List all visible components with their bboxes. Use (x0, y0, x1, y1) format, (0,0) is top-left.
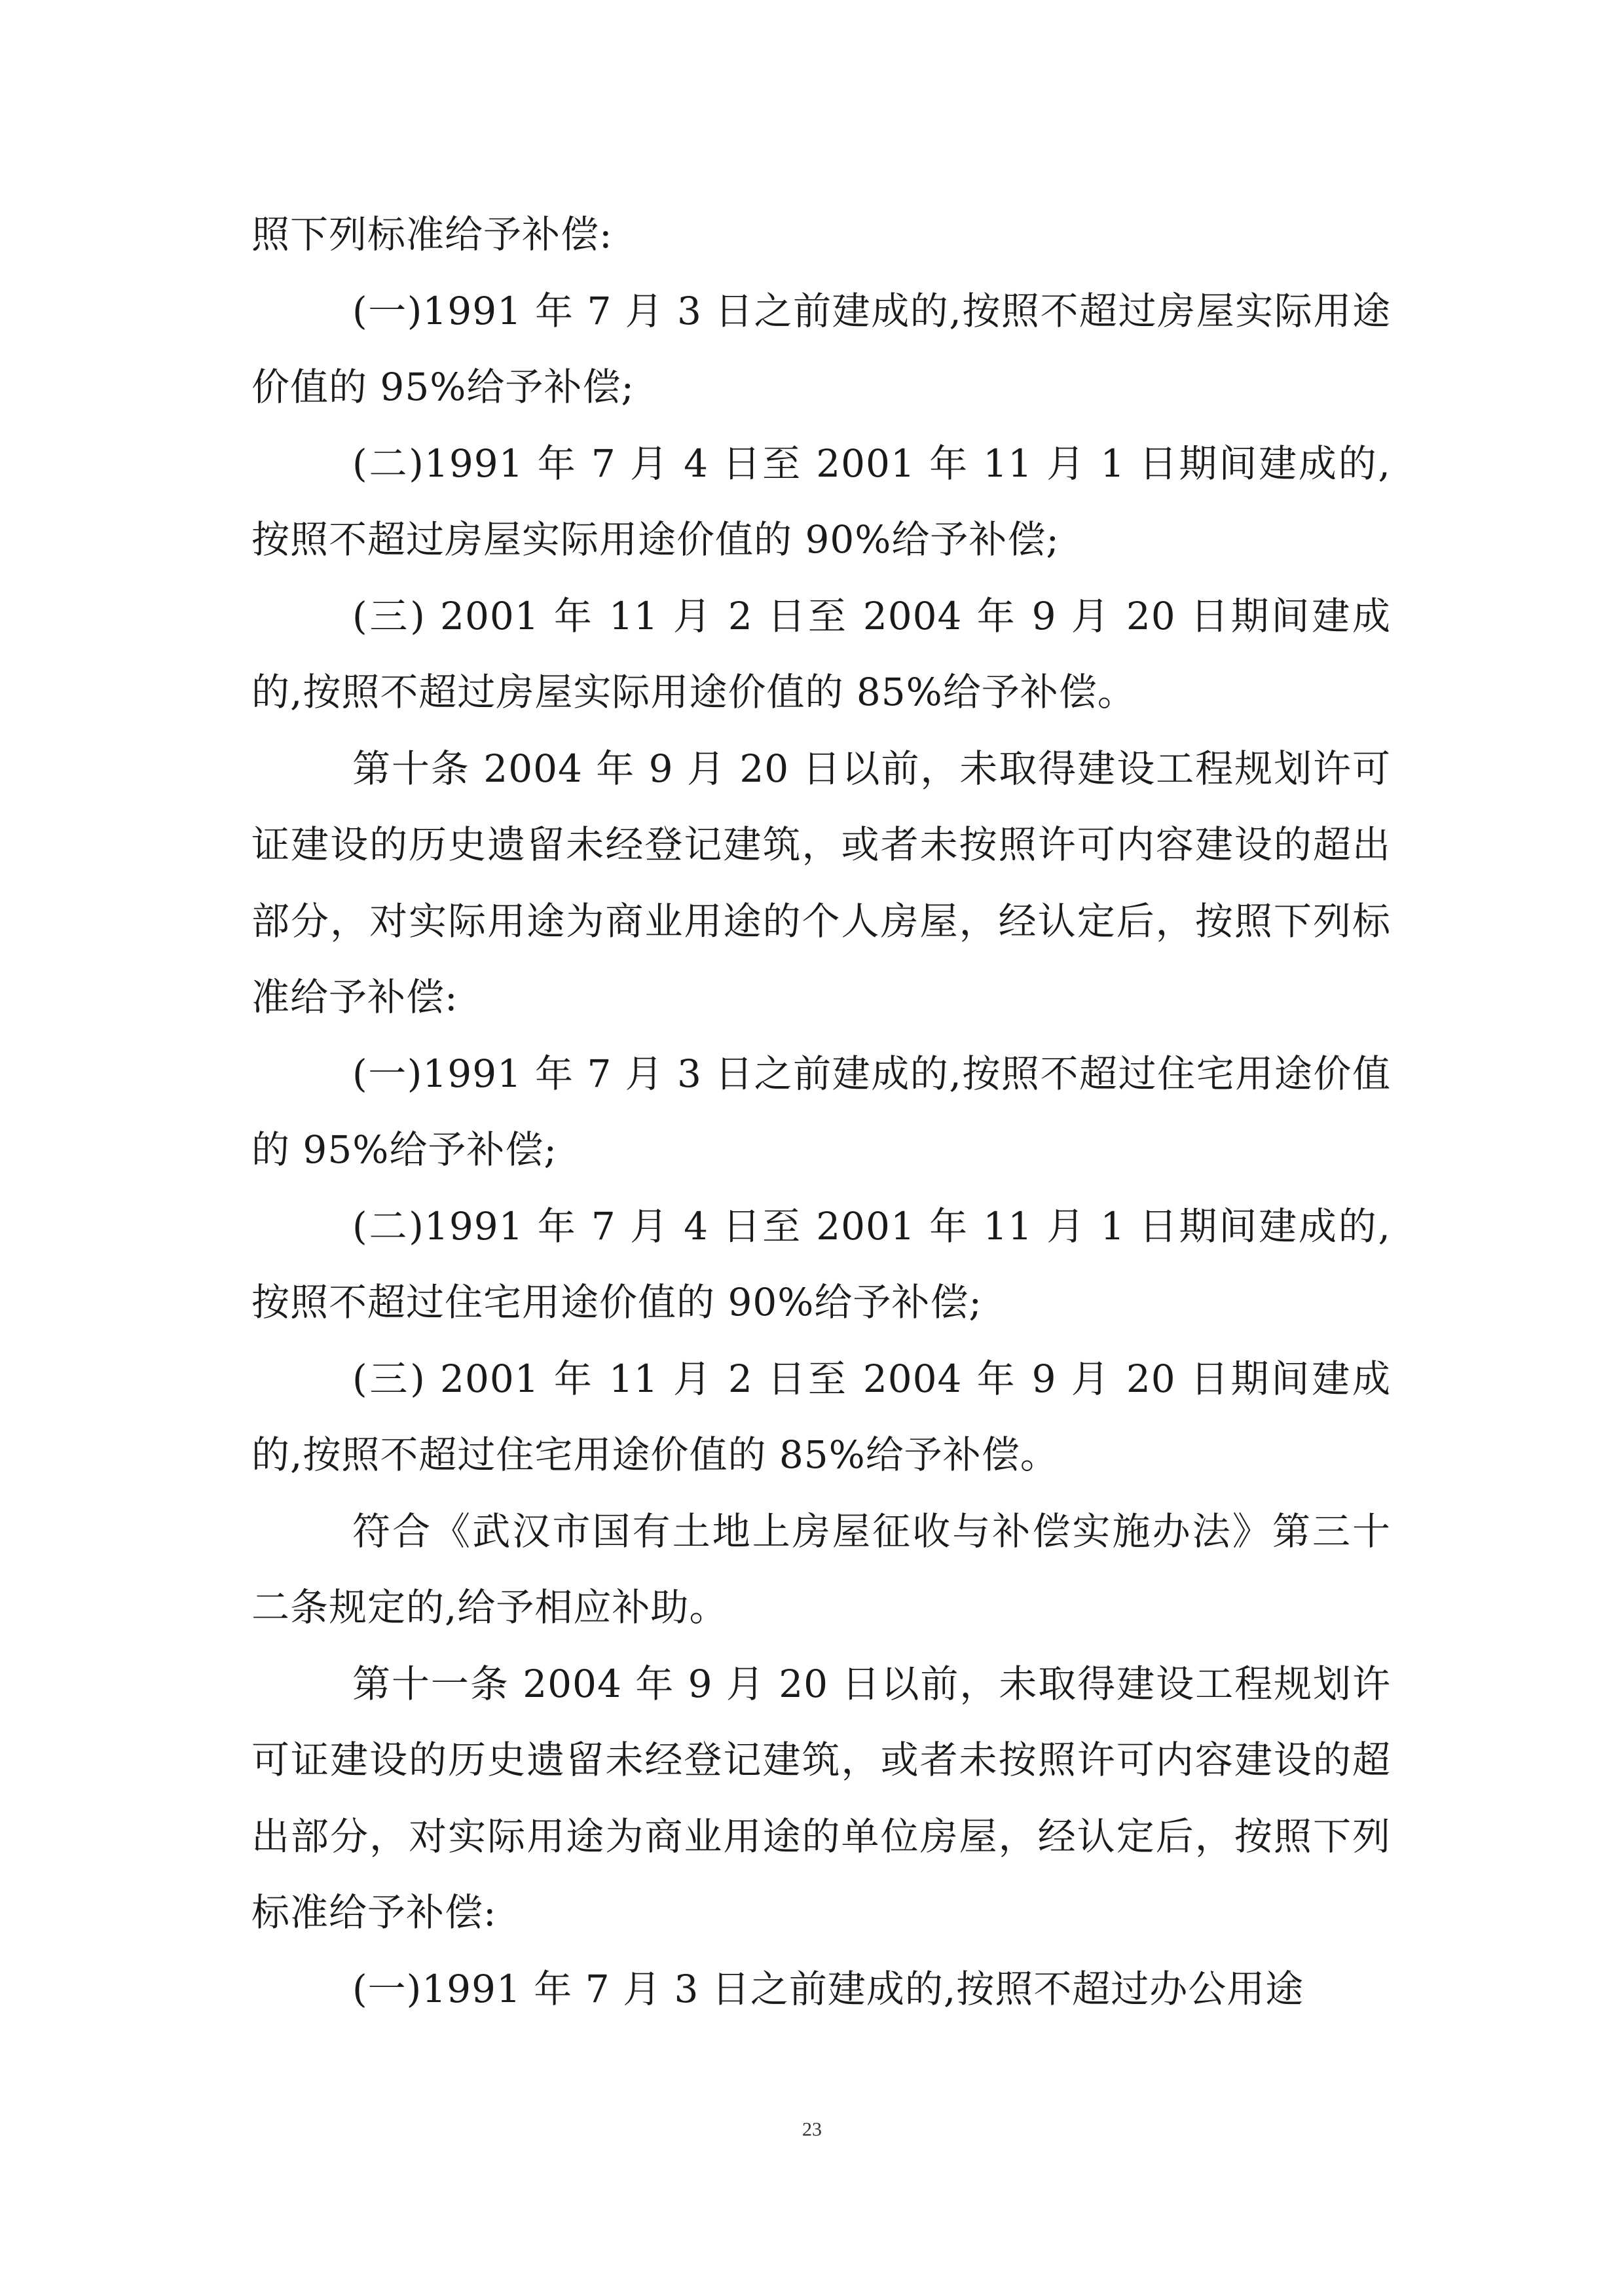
paragraph-clause-3: (三) 2001 年 11 月 2 日至 2004 年 9 月 20 日期间建成的,按照不超过房屋实际用途价值的 85%给予补偿。 (251, 593, 1391, 714)
paragraph-article-10-clause-2: (二)1991 年 7 月 4 日至 2001 年 11 月 1 日期间建成的,按照不超过住宅用途价值的 90%给予补偿; (251, 1203, 1391, 1324)
page-number: 23 (802, 2119, 822, 2140)
paragraph-article-10-clause-3: (三) 2001 年 11 月 2 日至 2004 年 9 月 20 日期间建成的,按照不超过住宅用途价值的 85%给予补偿。 (251, 1356, 1391, 1477)
paragraph-article-10: 第十条 2004 年 9 月 20 日以前，未取得建设工程规划许可证建设的历史遗留未经登记建筑，或者未按照许可内容建设的超出部分，对实际用途为商业用途的个人房屋，经认定后，按照下列标准给予补偿: (251, 746, 1391, 1019)
paragraph-clause-1: (一)1991 年 7 月 3 日之前建成的,按照不超过房屋实际用途价值的 95%给予补偿; (251, 288, 1391, 409)
paragraph-continuation: 照下列标准给予补偿: (251, 212, 613, 257)
paragraph-article-10-clause-1: (一)1991 年 7 月 3 日之前建成的,按照不超过住宅用途价值的 95%给予补偿; (251, 1051, 1391, 1172)
paragraph-clause-2: (二)1991 年 7 月 4 日至 2001 年 11 月 1 日期间建成的,按照不超过房屋实际用途价值的 90%给予补偿; (251, 441, 1391, 562)
paragraph-article-11-clause-1: (一)1991 年 7 月 3 日之前建成的,按照不超过办公用途 (352, 1966, 1304, 2011)
paragraph-article-11: 第十一条 2004 年 9 月 20 日以前，未取得建设工程规划许可证建设的历史遗留未经登记建筑，或者未按照许可内容建设的超出部分，对实际用途为商业用途的单位房屋，经认定后，按照下列标准给予补偿: (251, 1661, 1391, 1935)
body-text (251, 196, 1391, 2027)
paragraph-subsidy-note: 符合《武汉市国有土地上房屋征收与补偿实施办法》第三十二条规定的,给予相应补助。 (251, 1508, 1391, 1630)
